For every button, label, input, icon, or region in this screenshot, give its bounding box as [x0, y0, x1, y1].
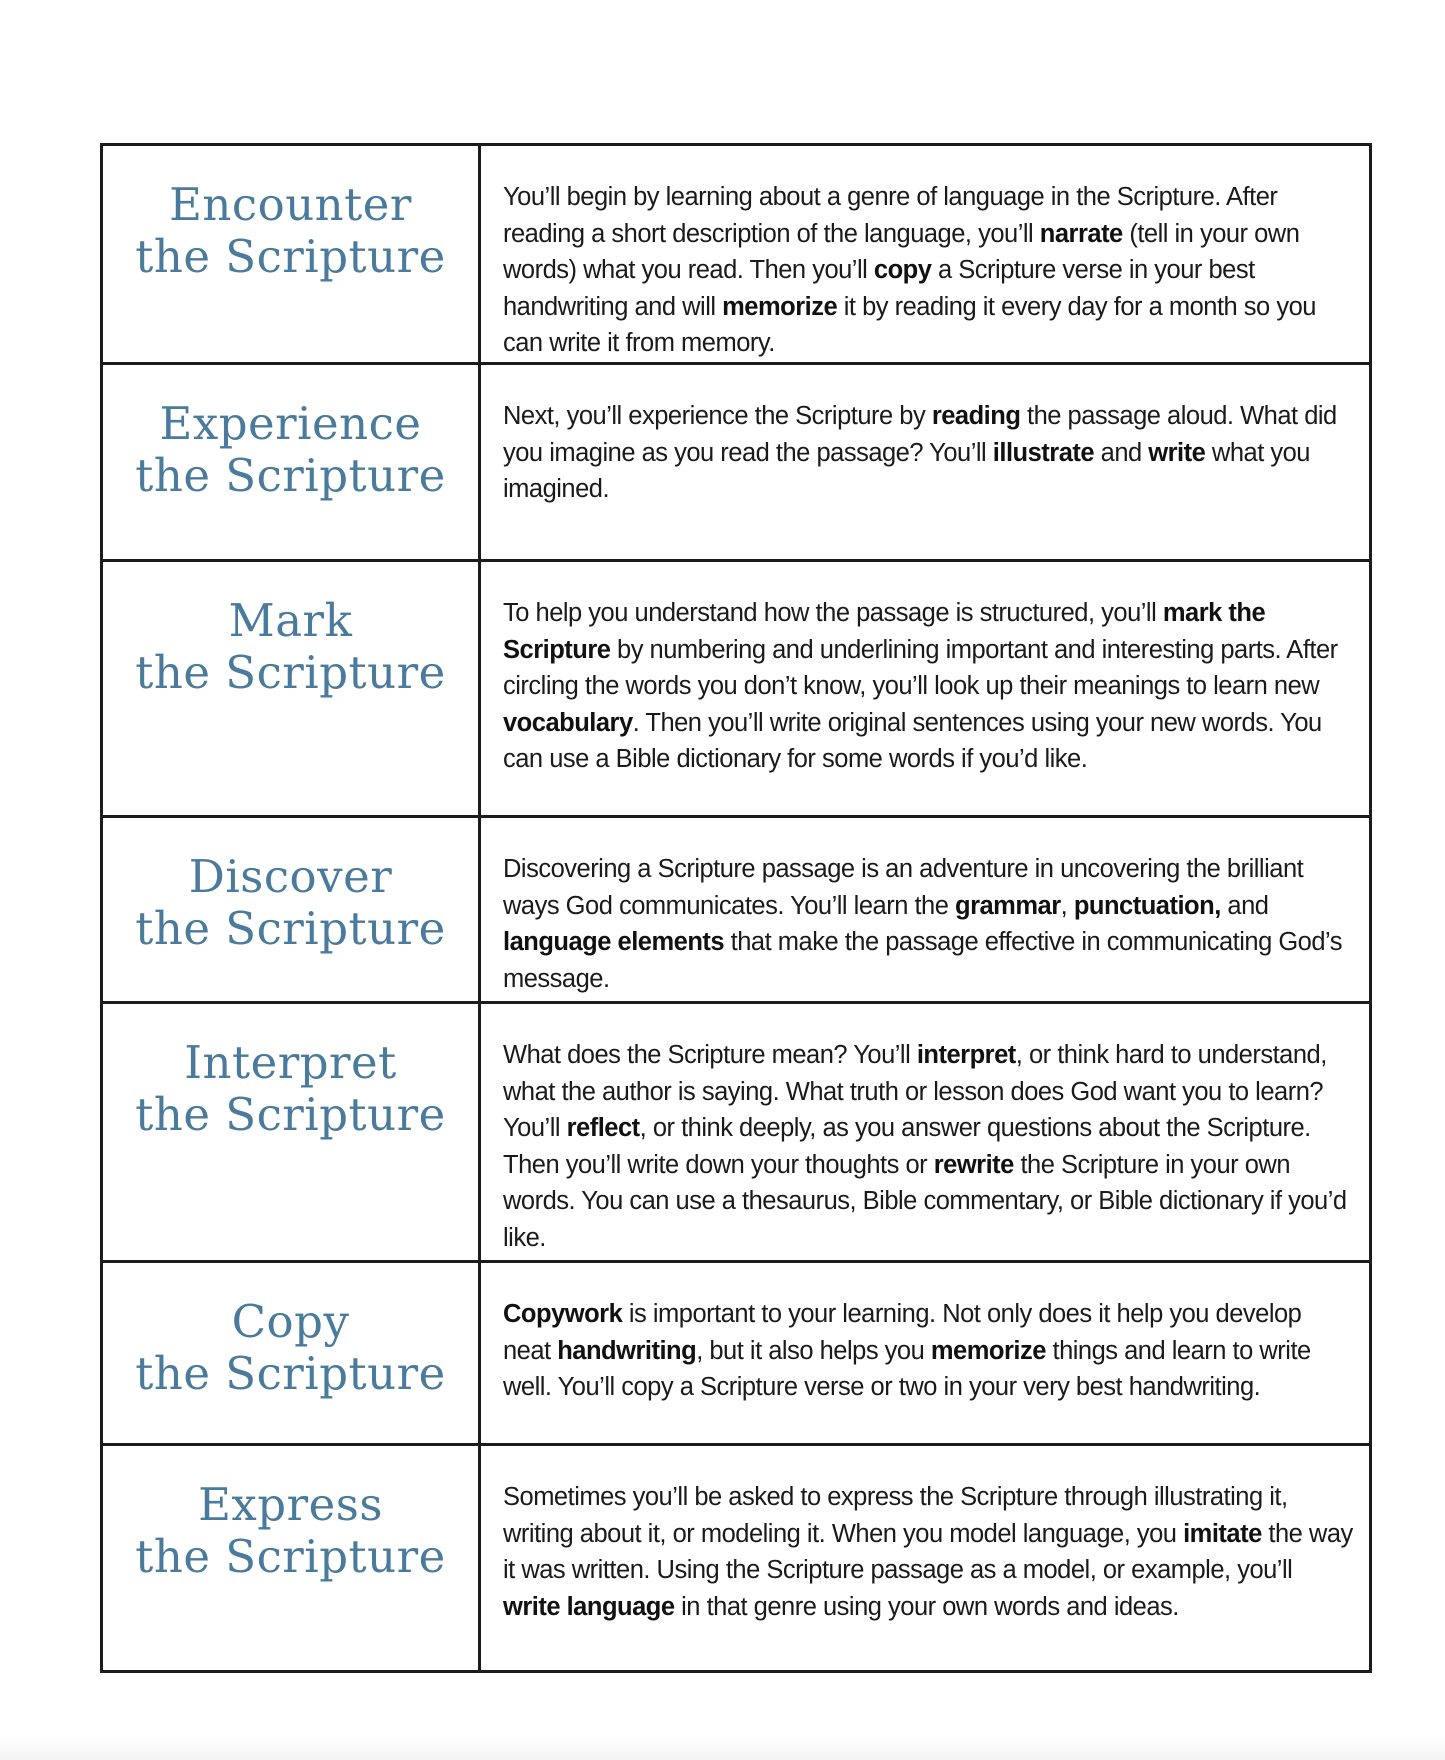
step-description	[503, 398, 1355, 508]
step-subtitle: the Scripture	[135, 1347, 446, 1400]
description-text: is important to your learning. Not only does it help you develop neat	[503, 1300, 1302, 1365]
step-subtitle: the Scripture	[135, 1530, 446, 1583]
step-title: Experience	[159, 397, 422, 450]
key-term: write	[1148, 438, 1206, 467]
key-term: copy	[873, 256, 932, 284]
description-text: , or think hard to understand, what the author is saying. What truth or lesson does God want you to learn? You’ll	[503, 1041, 1327, 1142]
key-term: memorize	[722, 292, 838, 321]
step-title: Discover	[188, 850, 393, 903]
description-text: ,	[1060, 891, 1074, 920]
step-description	[503, 595, 1355, 778]
key-term: punctuation,	[1073, 891, 1221, 920]
description-text: , but it also helps you	[696, 1336, 931, 1365]
description-text: that make the passage effective in communicating God’s message.	[503, 928, 1342, 993]
step-row-interpret	[103, 1004, 1369, 1263]
step-description	[503, 179, 1355, 362]
step-subtitle: the Scripture	[135, 1088, 446, 1141]
step-description-cell	[481, 1446, 1369, 1670]
description-text: what you imagined.	[503, 438, 1310, 503]
key-term: handwriting	[557, 1336, 697, 1365]
step-title: Express	[198, 1478, 383, 1531]
description-text: and	[1094, 438, 1149, 467]
key-term: rewrite	[933, 1150, 1014, 1179]
description-text: (tell in your own words) what you read. Then you’ll	[503, 219, 1300, 284]
step-subtitle: the Scripture	[135, 230, 446, 283]
step-row-copy	[103, 1263, 1369, 1446]
description-text: . Then you’ll write original sentences using your new words. You can use a Bible dictionary for some words if you’d like.	[503, 708, 1322, 773]
step-description-cell	[481, 818, 1369, 1001]
step-subtitle: the Scripture	[135, 902, 446, 955]
key-term: illustrate	[992, 438, 1095, 467]
description-text: the passage aloud. What did you imagine as you read the passage? You’ll	[503, 402, 1337, 467]
steps-table	[100, 143, 1372, 1673]
key-term: language elements	[503, 928, 725, 956]
description-text: To help you understand how the passage is structured, you’ll	[503, 599, 1163, 627]
key-term: imitate	[1183, 1519, 1262, 1548]
step-title-cell	[103, 365, 481, 559]
description-text: the way it was written. Using the Scripture passage as a model, or example, you’ll	[503, 1519, 1353, 1584]
step-title-cell	[103, 1004, 481, 1260]
key-term: write language	[503, 1592, 675, 1621]
step-title-cell	[103, 146, 481, 362]
description-text: things and learn to write well. You’ll copy a Scripture verse or two in your very best handwriting.	[503, 1336, 1311, 1401]
description-text: Discovering a Scripture passage is an adventure in uncovering the brilliant ways God communicates. You’ll learn the	[503, 855, 1304, 920]
step-row-discover	[103, 818, 1369, 1004]
step-subtitle: the Scripture	[135, 449, 446, 502]
description-text: the Scripture in your own words. You can use a thesaurus, Bible commentary, or Bible dictionary if you’d like.	[503, 1150, 1347, 1252]
description-text: , or think deeply, as you answer questions about the Scripture. Then you’ll write down your thoughts or	[503, 1114, 1311, 1179]
step-description-cell	[481, 1004, 1369, 1260]
step-title: Mark	[228, 594, 353, 647]
key-term: grammar	[955, 891, 1061, 920]
key-term: Copywork	[503, 1300, 623, 1328]
step-description-cell	[481, 562, 1369, 815]
step-description	[503, 1296, 1355, 1406]
key-term: interpret	[916, 1041, 1016, 1069]
step-description-cell	[481, 1263, 1369, 1443]
step-description	[503, 1037, 1355, 1256]
key-term: reading	[931, 402, 1021, 430]
step-row-mark	[103, 562, 1369, 818]
step-description	[503, 1479, 1355, 1625]
description-text: You’ll begin by learning about a genre of language in the Scripture. After reading a short description of the language, you’ll	[503, 183, 1278, 248]
step-title-cell	[103, 818, 481, 1001]
description-text: a Scripture verse in your best handwriting and will	[503, 256, 1255, 321]
key-term: vocabulary	[503, 708, 633, 737]
description-text: by numbering and underlining important and interesting parts. After circling the words you don’t know, you’ll look up their meanings to learn new	[503, 635, 1338, 700]
step-row-experience	[103, 365, 1369, 562]
description-text: in that genre using your own words and ideas.	[674, 1592, 1179, 1621]
step-title-cell	[103, 562, 481, 815]
description-text: What does the Scripture mean? You’ll	[503, 1041, 917, 1069]
step-title-cell	[103, 1446, 481, 1670]
key-term: narrate	[1039, 219, 1123, 248]
key-term: mark the Scripture	[503, 599, 1266, 664]
step-title: Encounter	[169, 178, 412, 231]
description-text: it by reading it every day for a month so you can write it from memory.	[503, 292, 1316, 357]
step-title: Copy	[231, 1295, 350, 1348]
step-description	[503, 851, 1355, 997]
description-text: and	[1220, 891, 1269, 920]
step-description-cell	[481, 146, 1369, 362]
key-term: memorize	[930, 1336, 1046, 1365]
step-row-encounter	[103, 146, 1369, 365]
step-subtitle: the Scripture	[135, 646, 446, 699]
key-term: reflect	[566, 1114, 640, 1142]
description-text: Sometimes you’ll be asked to express the Scripture through illustrating it, writing about it, or modeling it. When you model language, you	[503, 1483, 1288, 1548]
description-text: Next, you’ll experience the Scripture by	[503, 402, 932, 430]
step-row-express	[103, 1446, 1369, 1670]
step-description-cell	[481, 365, 1369, 559]
step-title: Interpret	[184, 1036, 397, 1089]
step-title-cell	[103, 1263, 481, 1443]
